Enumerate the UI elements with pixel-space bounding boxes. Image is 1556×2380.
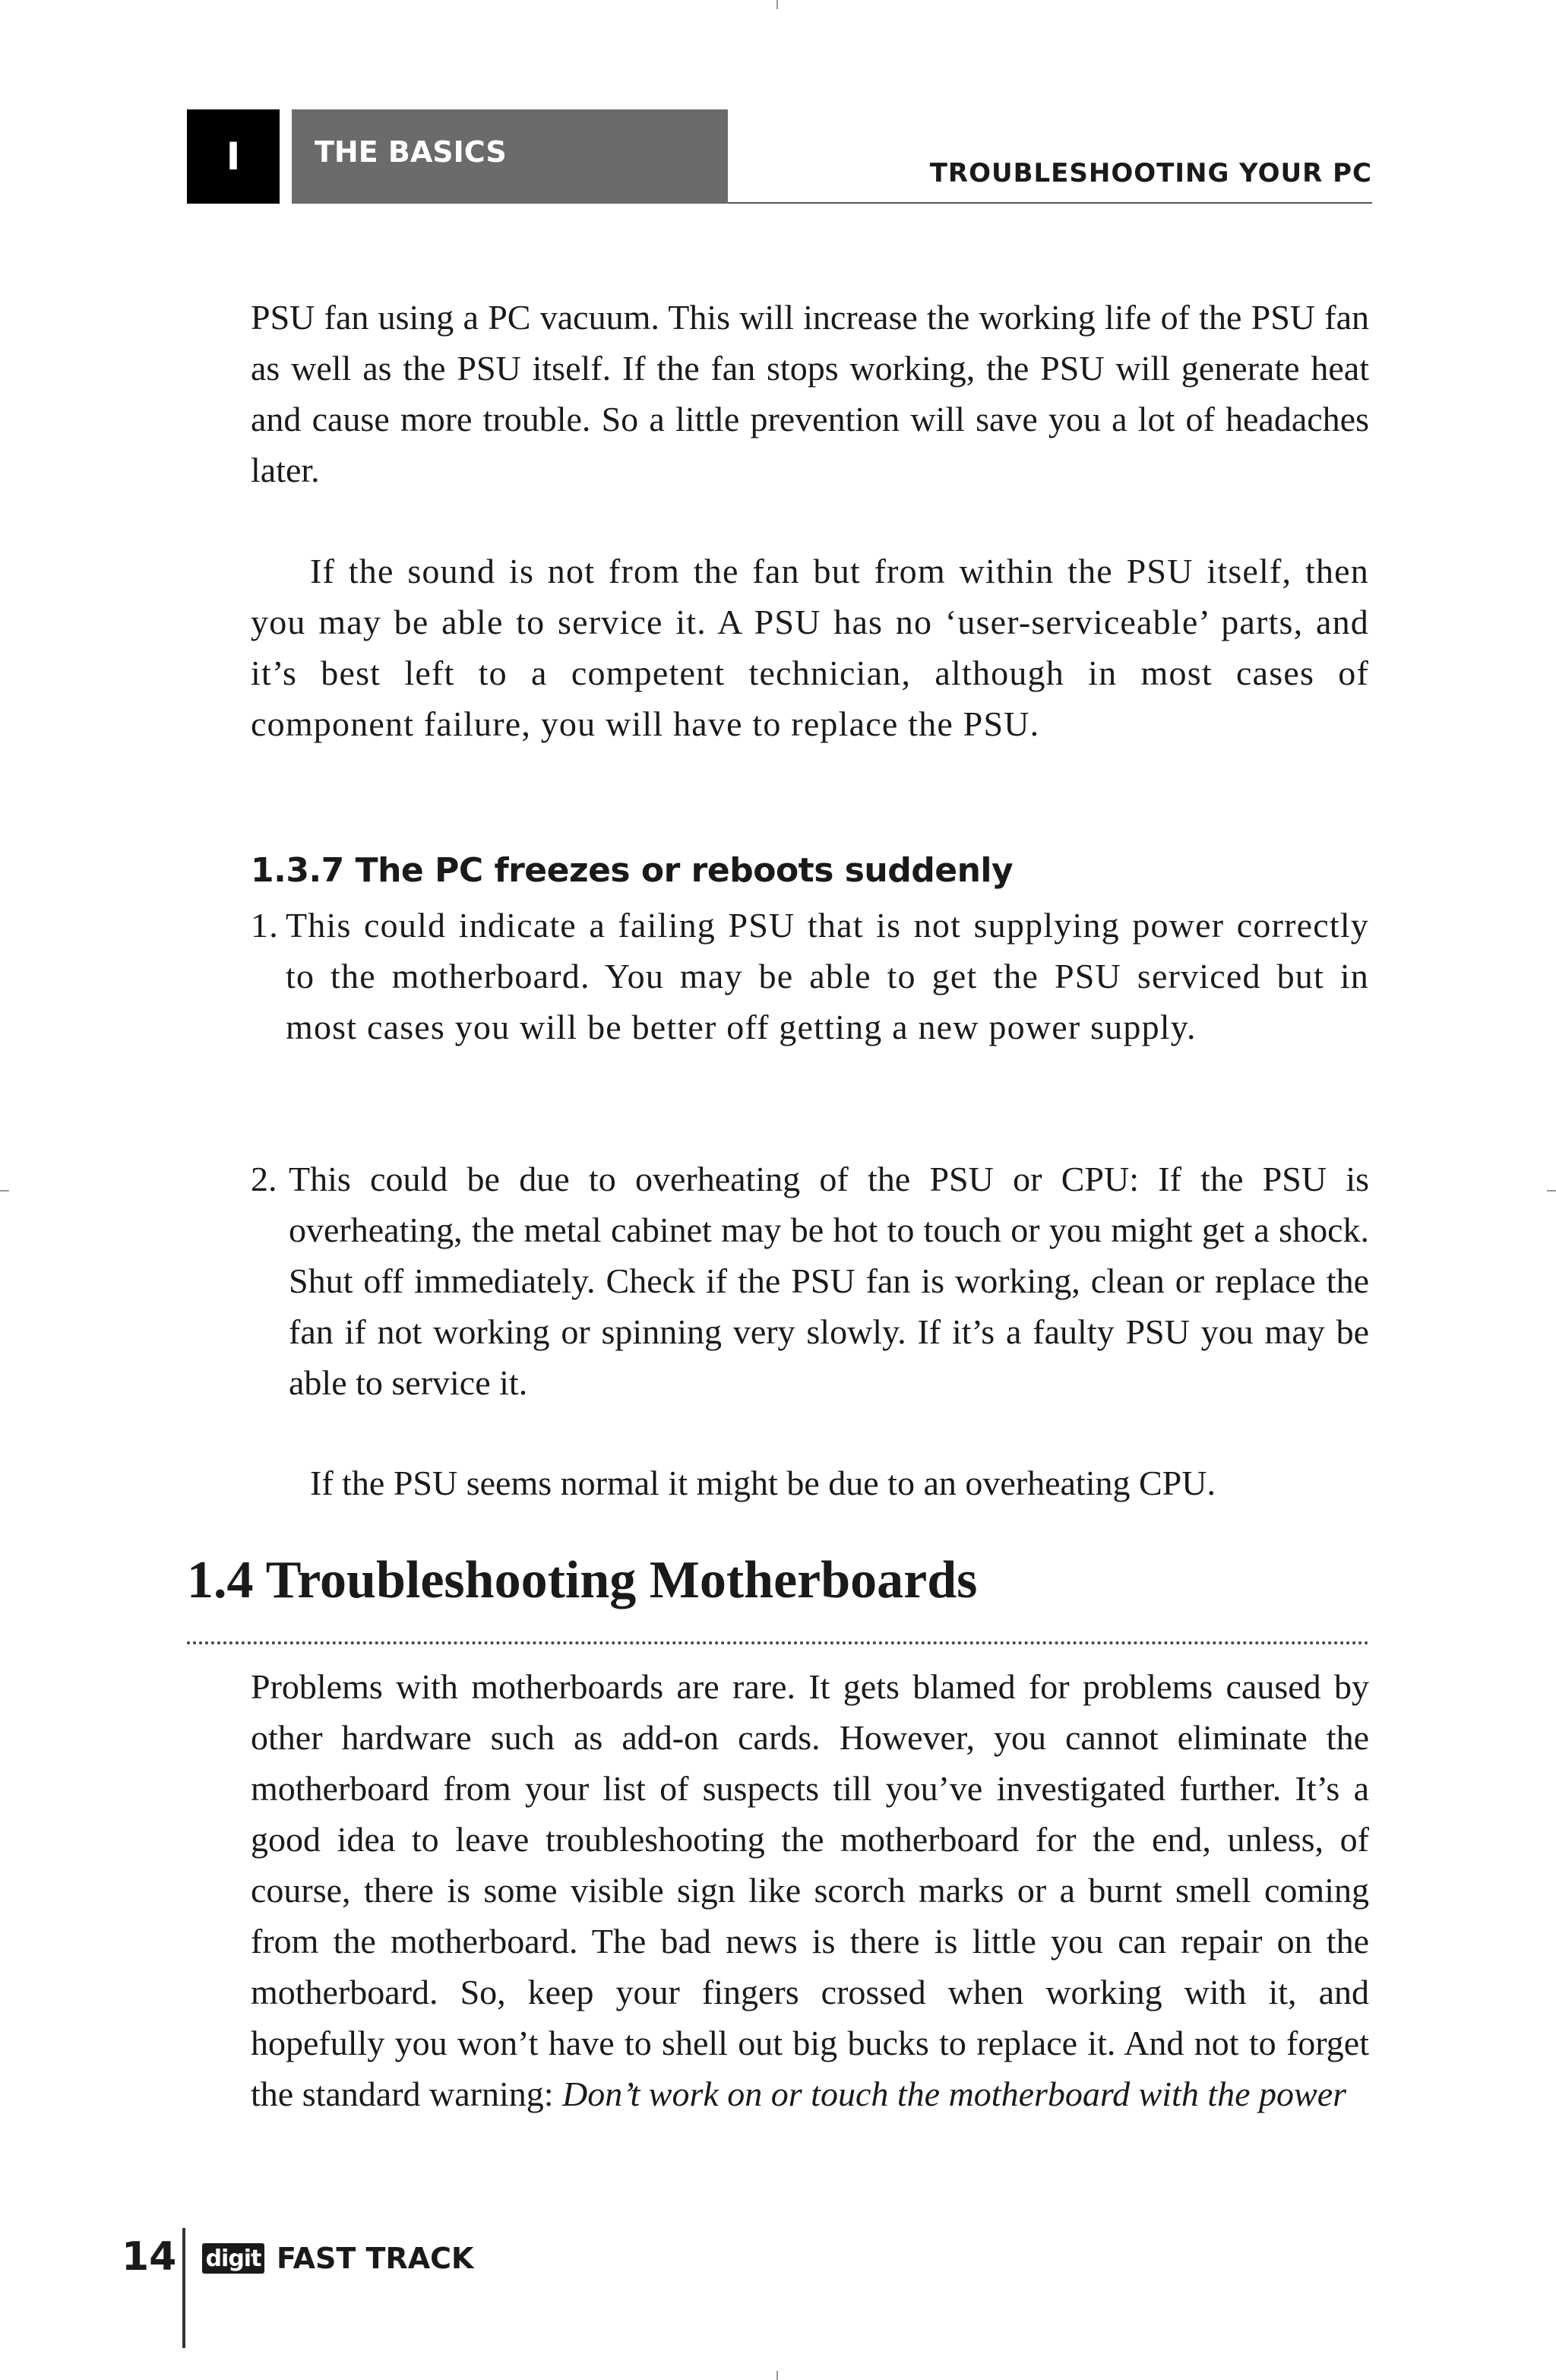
footer-rule	[182, 2228, 185, 2348]
page-number: 14	[122, 2234, 177, 2280]
section-heading-1-4: 1.4 Troubleshooting Motherboards	[187, 1551, 978, 1609]
crop-mark-bottom	[776, 2371, 778, 2380]
running-title: TROUBLESHOOTING YOUR PC	[929, 158, 1372, 188]
list-item-number: 2.	[251, 1160, 277, 1198]
paragraph-motherboards-warning: Don’t work on or touch the motherboard with the power	[562, 2075, 1347, 2113]
digit-logo: digit	[202, 2243, 264, 2274]
section-title-block: THE BASICS	[292, 109, 728, 204]
dotted-divider	[187, 1641, 1369, 1644]
list-item-text: This could be due to overheating of the PSU or CPU: If the PSU is overheating, the metal cabinet may be hot to touch or you might get a shock. Shut off immediately. Check if the PSU fan is working, clean or replace the fan if not working or spinning very slowly. If it’s a faulty PSU you may be able to service it.	[289, 1160, 1369, 1402]
paragraph-psu-fan: PSU fan using a PC vacuum. This will increase the working life of the PSU fan as well as the PSU itself. If the fan stops working, the PSU will generate heat and cause more trouble. So a little prevention will save you a lot of headaches later.	[251, 298, 1369, 489]
list-item	[251, 900, 1369, 1052]
list-item-number: 1.	[251, 906, 279, 945]
footer-label: FAST TRACK	[277, 2242, 474, 2275]
paragraph-motherboards	[251, 1661, 1369, 2119]
chapter-number-block: I	[187, 109, 280, 204]
paragraph-psu-normal: If the PSU seems normal it might be due to an overheating CPU.	[310, 1464, 1216, 1502]
crop-mark-right	[1547, 1190, 1556, 1192]
paragraph-motherboards-text: Problems with motherboards are rare. It gets blamed for problems caused by other hardware such as add-on cards. However, you cannot eliminate the motherboard from your list of suspects till you’ve investigated further. It’s a good idea to leave troubleshooting the motherboard for the end, unless, of course, there is some visible sign like scorch marks or a burnt smell coming from the motherboard. The bad news is there is little you can repair on the motherboard. So, keep your fingers crossed when working with it, and hopefully you won’t have to shell out big bucks to replace it. And not to forget the standard warning:	[251, 1667, 1369, 2113]
list-item-text: This could indicate a failing PSU that is not supplying power correctly to the motherboard. You may be able to get the PSU serviced but in most cases you will be better off getting a new power supply.	[286, 906, 1369, 1046]
paragraph-psu-sound: If the sound is not from the fan but from within the PSU itself, then you may be able to service it. A PSU has no ‘user-serviceable’ parts, and it’s best left to a competent technician, although in most cases of component failure, you will have to replace the PSU.	[251, 552, 1369, 743]
header-rule	[728, 202, 1372, 204]
crop-mark-left	[0, 1190, 9, 1192]
subheading-1-3-7: 1.3.7 The PC freezes or reboots suddenly	[251, 851, 1014, 890]
crop-mark-top	[776, 0, 778, 9]
list-item	[251, 1154, 1369, 1408]
